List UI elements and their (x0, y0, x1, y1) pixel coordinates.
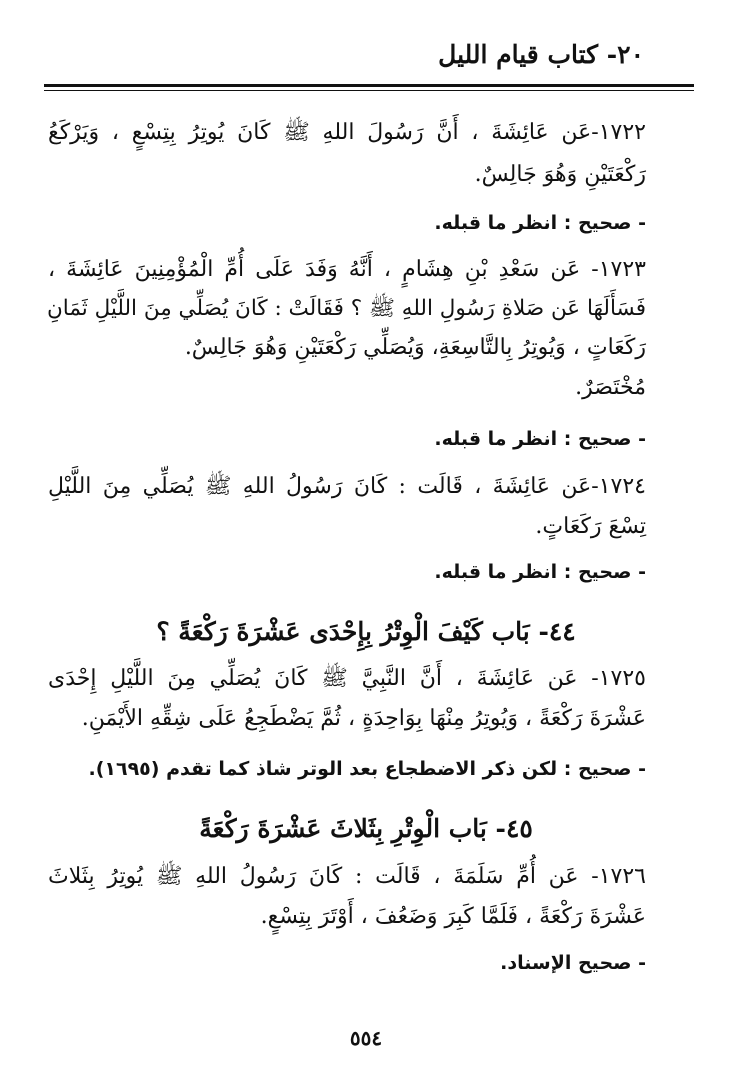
page-number: ٥٥٤ (349, 1026, 383, 1050)
header-rule-thick (44, 84, 694, 87)
running-header-title: ٢٠- كتاب قيام الليل (438, 40, 644, 69)
hadith-1725-line-2: عَشْرَةَ رَكْعَةً ، وَيُوتِرُ مِنْهَا بِوَاحِدَةٍ ، ثُمَّ يَضْطَجِعُ عَلَى شِقِّهِ الأَيْمَنِ. (81, 706, 646, 731)
hadith-1723-line-1: ١٧٢٣- عَن سَعْدِ بْنِ هِشَامٍ ، أَنَّهُ وَفَدَ عَلَى أُمِّ الْمُؤْمِنِينَ عَائِشَةَ ، (48, 257, 646, 282)
hadith-1723-line-4: مُخْتَصَرٌ. (575, 375, 646, 400)
chapter-44-heading: ٤٤- بَاب كَيْفَ الْوِتْرُ بِإِحْدَى عَشْرَةَ رَكْعَةً ؟ (156, 617, 576, 646)
hadith-1725-grade: - صحيح : لكن ذكر الاضطجاع بعد الوتر شاذ كما تقدم (١٦٩٥). (88, 758, 646, 780)
hadith-1724-line-2: تِسْعَ رَكَعَاتٍ. (535, 514, 646, 539)
hadith-1723-grade: - صحيح : انظر ما قبله. (434, 428, 646, 450)
chapter-45-heading: ٤٥- بَاب الْوِتْرِ بِثَلاثَ عَشْرَةَ رَكْعَةً (199, 814, 533, 843)
hadith-1726-grade: - صحيح الإسناد. (500, 952, 646, 974)
hadith-1722-grade: - صحيح : انظر ما قبله. (434, 212, 646, 234)
hadith-1726-line-1: ١٧٢٦- عَن أُمِّ سَلَمَةَ ، قَالَت : كَانَ رَسُولُ اللهِ ﷺ يُوتِرُ بِثَلاثَ (48, 864, 646, 889)
hadith-1726-line-2: عَشْرَةَ رَكْعَةً ، فَلَمَّا كَبِرَ وَضَعُفَ ، أَوْتَرَ بِتِسْعٍ. (260, 904, 646, 929)
hadith-1725-line-1: ١٧٢٥- عَن عَائِشَةَ ، أَنَّ النَّبِيَّ ﷺ كَانَ يُصَلِّي مِنَ اللَّيْلِ إِحْدَى (48, 666, 646, 691)
hadith-1723-line-2: فَسَأَلَهَا عَن صَلاةِ رَسُولِ اللهِ ﷺ ؟ فَقَالَتْ : كَانَ يُصَلِّي مِنَ اللَّيْلِ ثَمَانِ (47, 296, 646, 321)
hadith-1722-line-2: رَكْعَتَيْنِ وَهُوَ جَالِسٌ. (474, 162, 646, 187)
hadith-1724-grade: - صحيح : انظر ما قبله. (434, 561, 646, 583)
hadith-1722-line-1: ١٧٢٢-عَن عَائِشَةَ ، أَنَّ رَسُولَ اللهِ ﷺ كَانَ يُوتِرُ بِتِسْعٍ ، وَيَرْكَعُ (48, 120, 646, 145)
hadith-1723-line-3: رَكَعَاتٍ ، وَيُوتِرُ بِالتَّاسِعَةِ، وَيُصَلِّي رَكْعَتَيْنِ وَهُوَ جَالِسٌ. (184, 335, 646, 360)
header-rule-thin (44, 90, 694, 91)
hadith-1724-line-1: ١٧٢٤-عَن عَائِشَةَ ، قَالَت : كَانَ رَسُولُ اللهِ ﷺ يُصَلِّي مِنَ اللَّيْلِ (48, 474, 646, 499)
